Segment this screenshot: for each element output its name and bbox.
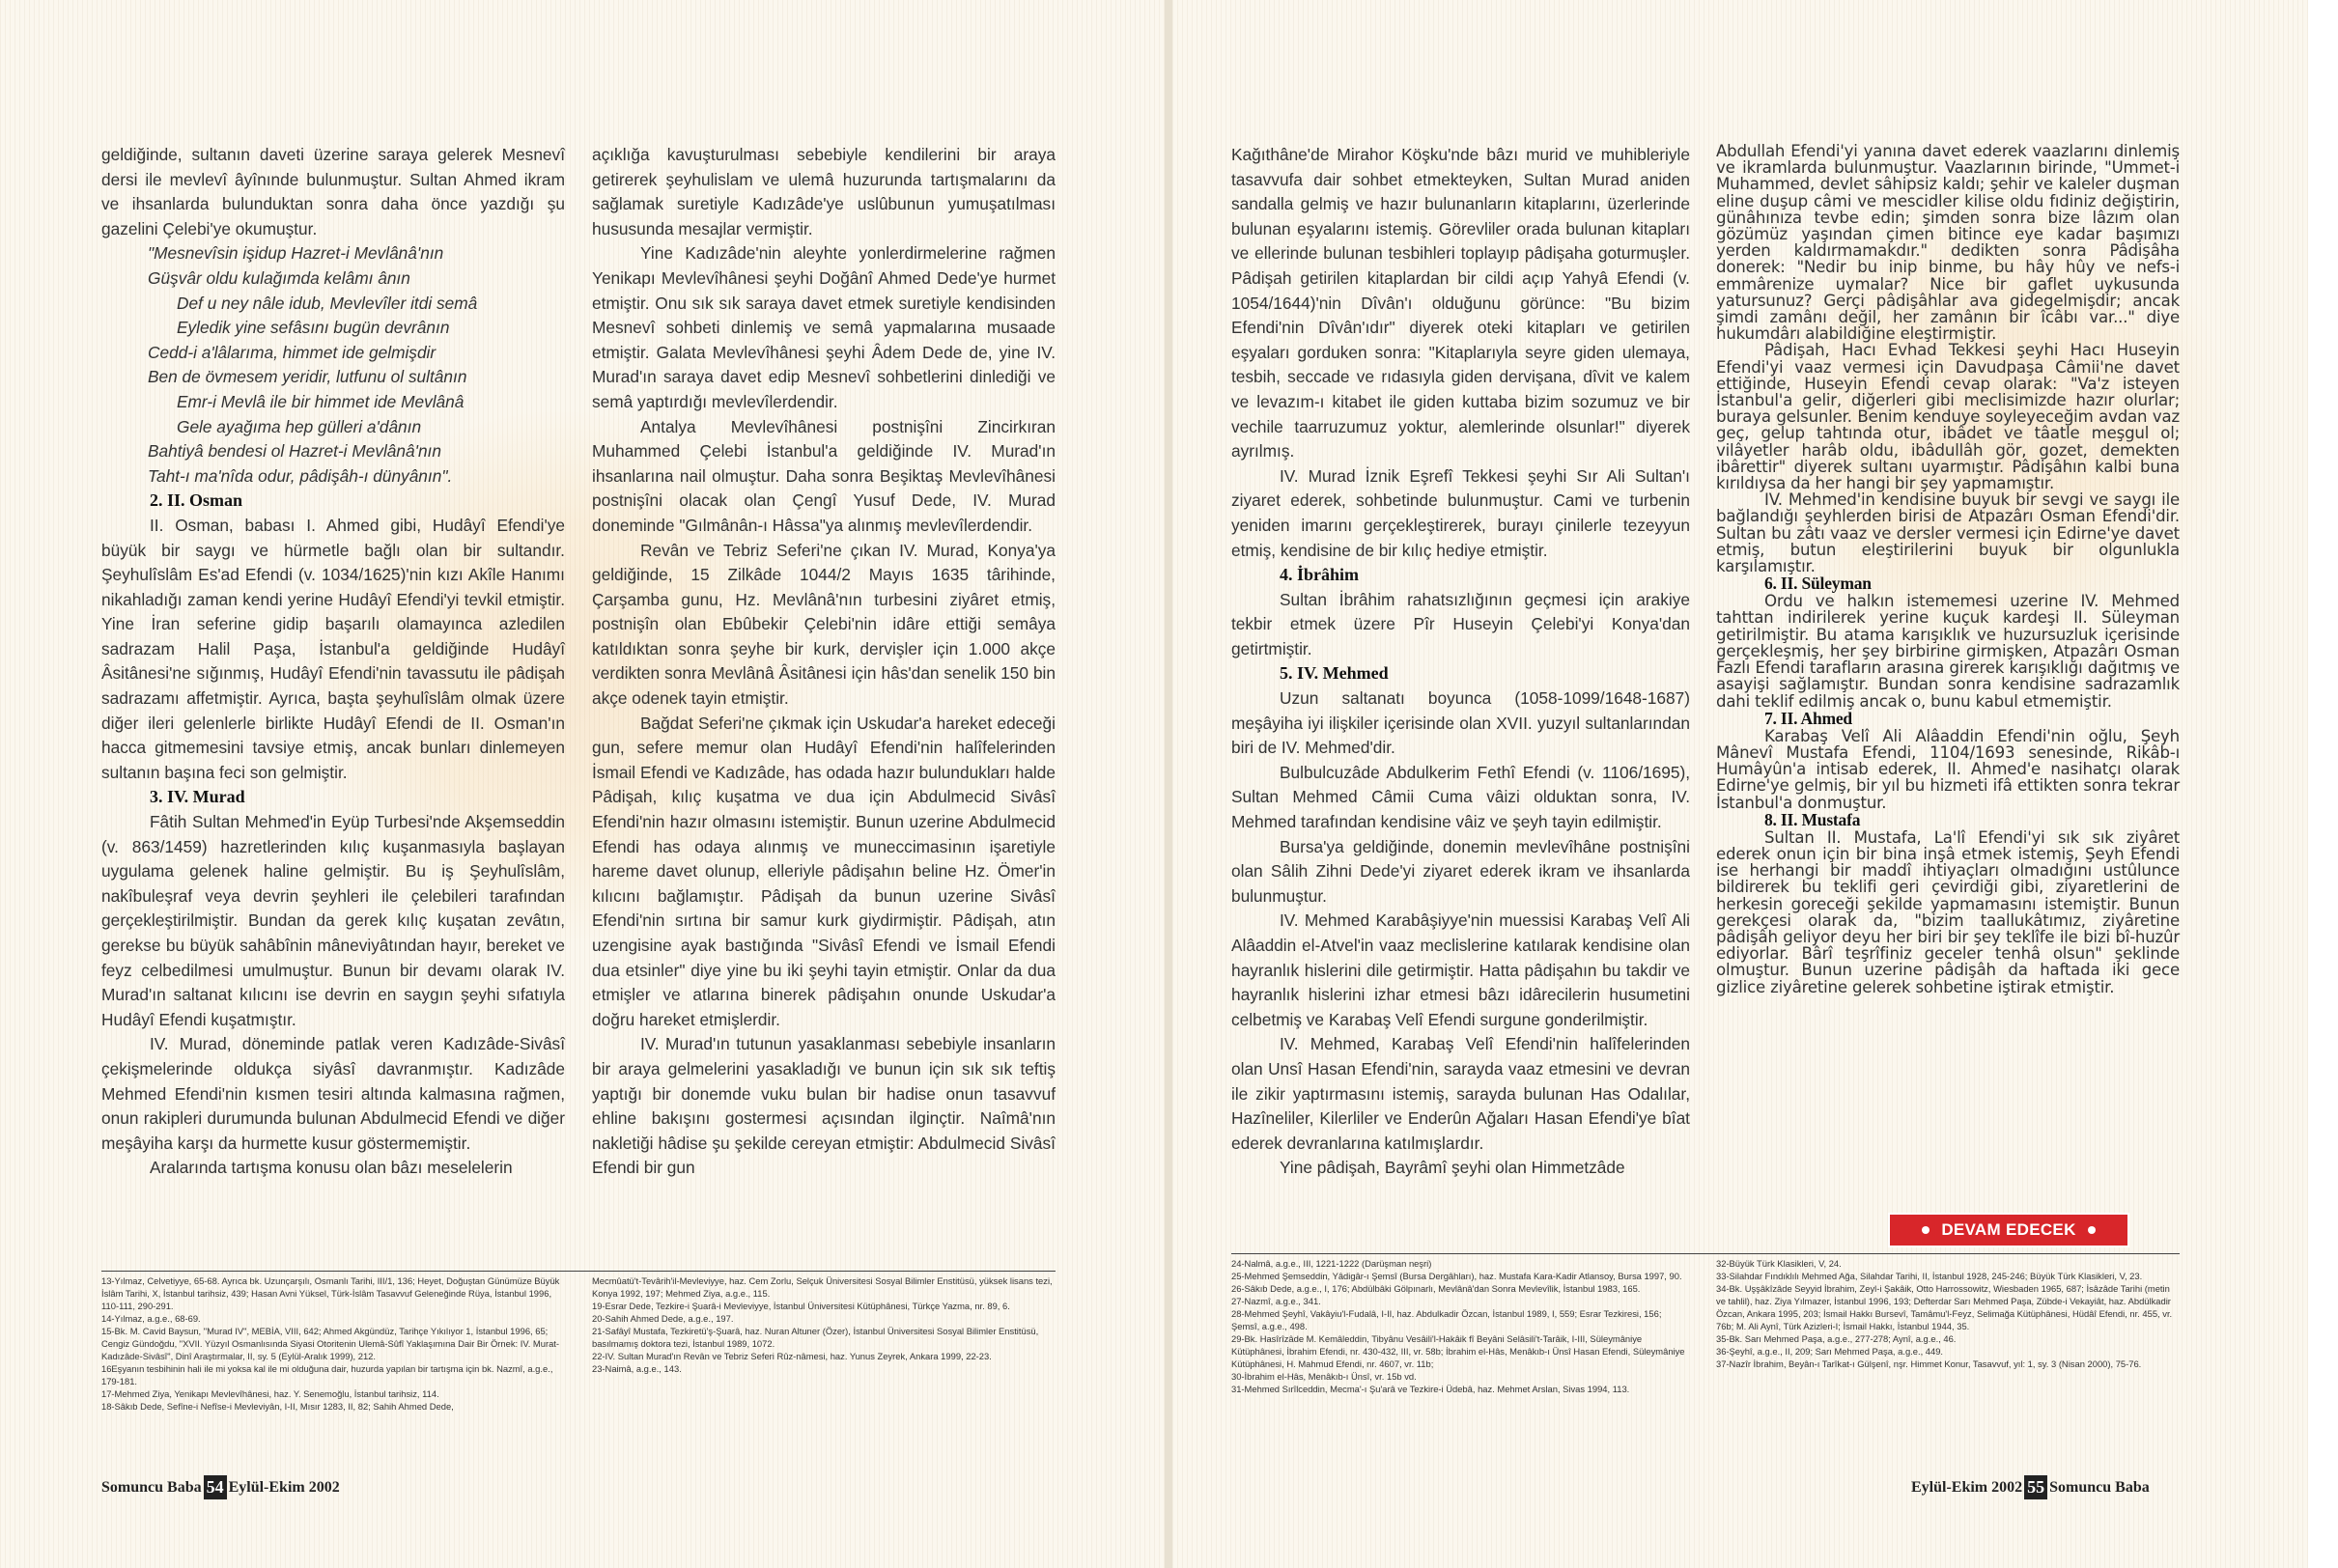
- right-column-1: [1231, 143, 1690, 1181]
- footnotes-column-1: [1231, 1257, 1690, 1395]
- footnote: 30-İbrahim el-Hâs, Menâkıb-ı Ünsî, vr. 15b vd.: [1231, 1371, 1417, 1382]
- magazine-name: Somuncu Baba: [2049, 1478, 2150, 1496]
- section-heading: 7. II. Ahmed: [1764, 708, 1852, 728]
- paragraph: Uzun saltanatı boyunca (1058-1099/1648-1687) meşâyiha iyi ilişkiler içerisinde olan XVII. yuzyıl sultanlarından biri de IV. Mehmed'dir.: [1231, 688, 1690, 758]
- footnote: 33-Silahdar Fındıklılı Mehmed Ağa, Silahdar Tarihi, II, İstanbul 1928, 245-246; Büyük Türk Klasikleri, V, 23.: [1716, 1271, 2143, 1281]
- footnote-rule: [101, 1271, 1056, 1272]
- footnote-rule: [1231, 1253, 2180, 1254]
- paragraph: Abdullah Efendi'yi yanına davet ederek vaazlarını dinlemiş ve ikramlarda bulunmuştur. Vaazlarının birinde, "Ummet-i Muhammed, devlet sâhipsiz kaldı; şehir ve kaleler duşman eline duşup câmi ve mescidler kilise oldu fıdiniz değiştirin, günâhınıza tevbe edin; şimden sonra bize lâzım olan gözümüz yaşından çimen bitince eye kadar başımızı yerden kaldırmamakdır." dedikten sonra Pâdişâha donerek: "Nedir bu inip binme, bu hây hûy ve nefs-i emmârenize uymalar? Nice bir gaflet uykusunda yatursunuz? Gerçi pâdişâhlar ava gidegelmişdir; ancak şimdi zamânı değil, her zamânın bir îcâbı var..." diye hukumdârı alabildiğine eleştirmiştir.: [1716, 142, 2180, 344]
- paragraph: Fâtih Sultan Mehmed'in Eyüp Turbesi'nde Akşemseddin (v. 863/1459) hazretlerinden kılıç kuşanmasıyla başlayan uygulama gelenek haline gelmiştir. Bu iş Şeyhulîslâm, nakîbuleşraf veya devrin şeyhleri ile çelebileri tarafından gerçekleştirilmiştir. Bundan da gerek kılıç kuşatan zevâtın, gerekse bu büyük sahâbînin mâneviyâtından hayır, bereket ve feyz celbedilmesi umulmuştur. Bunun bir devamı olarak IV. Murad'ın saltanat kılıcını ise devrin en saygın şeyhi sıfatıyla Hudâyî Efendi kuşatmıştır.: [101, 812, 565, 1029]
- footnote: 26-Sâkıb Dede, a.g.e., I, 176; Abdülbâki Gölpınarlı, Mevlânâ'dan Sonra Mevlevîlik, İstanbul 1983, 165.: [1231, 1283, 1641, 1294]
- footnote: 23-Naimâ, a.g.e., 143.: [592, 1363, 682, 1374]
- section-heading: 8. II. Mustafa: [1764, 809, 1861, 829]
- paragraph: IV. Murad'ın tutunun yasaklanması sebebiyle insanların bir araya gelmelerini yasakladığı ve bunun için sık sık teftiş yaptığı bir donemde vuku bulan bir hadise onun tasavvuf ehline bakışını gostermesi açısından ilginçtir. Naîmâ'nın nakletiği hâdise şu şekilde cereyan etmiştir: Abdulmecid Sivâsî Efendi bir gun: [592, 1034, 1056, 1178]
- left-footer: [101, 1475, 340, 1499]
- right-column-2: [1716, 143, 2180, 995]
- footnote: 31-Mehmed Sırîlceddin, Mecma'-ı Şu'arâ ve Tezkire-i Üdebâ, haz. Mehmet Arslan, Sivas 1994, 113.: [1231, 1384, 1630, 1394]
- footnote: 32-Büyük Türk Klasikleri, V, 24.: [1716, 1258, 1842, 1269]
- footnote: 28-Mehmed Şeyhî, Vakâyiu'l-Fudalâ, I-II, haz. Abdulkadir Özcan, İstanbul 1989, I, 559; Esrar Tezkiresi, 156; Şemsî, a.g.e., 498.: [1231, 1308, 1662, 1331]
- footnote: 37-Nazîr İbrahim, Beyân-ı Tarîkat-ı Gülşenî, nşr. Himmet Konur, Tasavvuf, yıl: 1, sy. 3 (Nisan 2000), 75-76.: [1716, 1358, 2142, 1369]
- footnote: 34-Bk. Uşşâkîzâde Seyyid İbrahim, Zeyl-i Şakâik, Otto Harrossowitz, Wiesbaden 1965, 687; İsâzâde Tarihi (metin ve tahlil), haz. Ziya Yılmazer, İstanbul 1996, 193; Defterdar Sarı Mehmed Paşa, Zübde-i Vekayiât, haz. Abdülkadir Özcan, Ankara 1995, 203; İsmail Hakkı Bursevî, Tamâmu'l-Feyz, Selimağa Kütüphânesi, Hüdâî Efendi, nr. 455, vr. 76b; M. Ali Aynî, Türk Azizleri-I; İsmail Hakkı, İstanbul 1944, 35.: [1716, 1283, 2173, 1331]
- poem-line: Eyledik yine sefâsını bugün devrânın: [177, 318, 450, 338]
- continued-label: DEVAM EDECEK: [1941, 1220, 2076, 1239]
- paragraph: Yine Kadızâde'nin aleyhte yonlerdirmelerine rağmen Yenikapı Mevlevîhânesi şeyhi Doğânî Ahmed Dede'ye hurmet etmiştir. Onu sık sık saraya davet etmek suretiyle kendisinden Mesnevî sohbeti dinlemiş ve semâ yapmalarına musaade etmiştir. Galata Mevlevîhânesi şeyhi Âdem Dede de, yine IV. Murad'ın saraya davet edip Mesnevî sohbetlerini dinlediği ve semâ yaptırdığı mevlevîlerdendir.: [592, 243, 1056, 411]
- left-page: [0, 0, 1165, 1568]
- footnotes-column-2: [1716, 1257, 2180, 1370]
- section-heading: 3. IV. Murad: [150, 787, 245, 807]
- paragraph: Kağıthâne'de Mirahor Köşku'nde bâzı murid ve muhibleriyle tasavvufa dair sohbet etmekteyken, Sultan Murad aniden sandalla gelmiş ve hazır bulunanların kitaplarını, üzerlerinde bulunan eşyalarını istemiş. Görevliler orada bulunan kitapları ve ellerinde bulunan tesbihleri toplayıp pâdişaha goturmuşler. Pâdişah getirilen kitaplardan bir cildi açıp Yahyâ Efendi (v. 1054/1644)'nin Dîvân'ı olduğunu görünce: "Bu bizim Efendi'nin Dîvân'ıdır" diyerek oteki kitapları ve getirilen eşyaları gorduken sonra: "Kitaplarıyla seyre giden ulemaya, tesbih, seccade ve rıdasıyla giden dervişana, dîvit ve kalem ve levazım-ı kitabet ile giden kuttaba bizim sozumuz ve bir vechile taarruzumuz yoktur, alemlerinde olsunlar!" diyerek ayrılmış.: [1231, 145, 1690, 462]
- paragraph: Ordu ve halkın istememesi uzerine IV. Mehmed tahttan indirilerek yerine kuçuk kardeşi II. Süleyman getirilmiştir. Bu atama karışıklık ve huzursuzluk içerisinde gerçekleşmiş, her şey birbirine girmişken, Atpazârı Osman Fazlı Efendi tarafların arasına girerek karışıklığı dağıtmış ve asayişi sağlamıştır. Bundan sonra kendisine sadrazamlık dahi teklif edilmiş ancak o, bunu kabul etmemiştir.: [1716, 592, 2180, 711]
- footnote: 17-Mehmed Ziya, Yenikapı Mevlevîhânesi, haz. Y. Senemoğlu, İstanbul tarihsiz, 114.: [101, 1388, 439, 1399]
- gutter: [1165, 0, 1172, 1568]
- footnote: 14-Yılmaz, a.g.e., 68-69.: [101, 1313, 201, 1324]
- continued-banner: [1888, 1213, 2129, 1247]
- footnote: 36-Şeyhî, a.g.e., II, 209; Sarı Mehmed Paşa, a.g.e., 449.: [1716, 1346, 1944, 1357]
- poem-line: Emr-i Mevlâ ile bir himmet ide Mevlânâ: [177, 391, 465, 411]
- left-column-1: [101, 143, 565, 1181]
- right-page: [1172, 0, 2308, 1568]
- poem-line: Cedd-i a'lâlarıma, himmet ide gelmişdir: [148, 342, 437, 362]
- footnote: 22-IV. Sultan Murad'ın Revân ve Tebriz Seferi Rûz-nâmesi, haz. Yunus Zeyrek, Ankara 1999, 22-23.: [592, 1351, 992, 1361]
- paragraph: Bursa'ya geldiğinde, donemin mevlevîhâne postnişîni olan Sâlih Zihni Dede'yi ziyaret ederek ikram ve ihsanlarda bulunmuştur.: [1231, 836, 1690, 906]
- footnote: 24-Nalmâ, a.g.e., III, 1221-1222 (Darüşman neşri): [1231, 1258, 1432, 1269]
- issue-date: Eylül-Ekim 2002: [228, 1478, 340, 1496]
- footnote: 13-Yılmaz, Celvetiyye, 65-68. Ayrıca bk. Uzunçarşılı, Osmanlı Tarihi, III/1, 136; Heyet, Doğuştan Günümüze Büyük İslâm Tarihi, X, İstanbul tarihsiz, 439; Hasan Avni Yüksel, Türk-İslâm Tasavvuf Geleneğinde Rüya, İstanbul 1996, 110-111, 290-291.: [101, 1275, 560, 1311]
- bullet-icon: [1922, 1226, 1930, 1234]
- section-heading: 2. II. Osman: [150, 490, 243, 511]
- paragraph: IV. Mehmed'in kendisine buyuk bir sevgi ve saygı ile bağlandığı şeyhlerden birisi de Atpazârı Osman Efendi'dir. Sultan bu zâtı vaaz ve dersler vermesi için Edirne'ye davet etmiş, butun eleştirilerini buyuk bir olgunlukla karşılamıştır.: [1716, 490, 2180, 576]
- paragraph: Sultan İbrâhim rahatsızlığının geçmesi için arakiye tekbir etmek üzere Pîr Huseyin Çelebi'yi Konya'dan getirtmiştir.: [1231, 589, 1690, 658]
- page-number: 54: [204, 1475, 227, 1499]
- footnotes-column-1: [101, 1274, 565, 1413]
- paragraph: IV. Mehmed, Karabaş Velî Efendi'nin halîfelerinden olan Unsî Hasan Efendi'nin, sarayda vaaz etmesini ve devran ile zikir yaptırmasını istemiş, sarayda bulunan Has Odalılar, Hazîneliler, Kilerliler ve Enderûn Ağaları Hasan Efendi'ye bîat ederek devranlarına katılmışlardır.: [1231, 1034, 1690, 1153]
- poem-line: Gele ayağıma hep gülleri a'dânın: [177, 416, 422, 436]
- footnote: 19-Esrar Dede, Tezkire-i Şuarâ-i Mevleviyye, İstanbul Üniversitesi Kütüphânesi, Türkçe Yazma, nr. 89, 6.: [592, 1301, 1010, 1311]
- poem-line: "Mesnevîsin işidup Hazret-i Mevlânâ'nın: [148, 243, 444, 264]
- magazine-name: Somuncu Baba: [101, 1478, 202, 1496]
- paragraph: açıklığa kavuşturulması sebebiyle kendilerini bir araya getirerek şeyhulislam ve ulemâ huzurunda tartışmalarını da sağlamak suretiyle Kadızâde'ye uslûbunun yumuşatılması hususunda mesajlar vermiştir.: [592, 145, 1056, 238]
- section-heading: 6. II. Süleyman: [1764, 574, 1872, 594]
- poem: [101, 241, 565, 489]
- right-footer: [1911, 1475, 2150, 1499]
- left-column-2: [592, 143, 1056, 1181]
- paragraph: Antalya Mevlevîhânesi postnişîni Zincirkıran Muhammed Çelebi İstanbul'a geldiğinde IV. Murad'ın ihsanlarına nail olmuştur. Daha sonra Beşiktaş Mevlevîhânesi postnişîni olacak olan Çengî Yusuf Dede, IV. Murad doneminde "Gılmânân-ı Hâssa"ya alınmış mevlevîlerdendir.: [592, 416, 1056, 535]
- paragraph: II. Osman, babası I. Ahmed gibi, Hudâyî Efendi'ye büyük bir saygı ve hürmetle bağlı olan bir sultandır. Şeyhulîslâm Es'ad Efendi (v. 1034/1625)'nin kızı Akîle Hanımı nikahladığı zaman kendi yerine Hudâyî Efendi'yi tevkil etmiştir. Yine İran seferine gidip başarılı olamayınca azledilen sadrazam Halil Paşa, İstanbul'a geldiğinde Hudâyî Âsitânesi'ne sığınmış, Hudâyî Efendi'nin tavassutu ile pâdişah sadrazamı affetmiştir. Ayrıca, başta şeyhulîslâm olmak üzere diğer ileri gelenlerle birlikte Hudâyî Efendi de II. Osman'ın hacca gitmemesini tavsiye etmiş, ancak bunları dinlemeyen sultanın başına feci son gelmiştir.: [101, 515, 565, 782]
- paragraph: Sultan II. Mustafa, La'lî Efendi'yi sık sık ziyâret ederek onun için bir bina inşâ etmek istemiş, Şeyh Efendi ise herhangi bir maddî ihtiyaçları olmadığını ustûlunce bildirerek bu teklifi geri çevirdiği gibi, ziyaretlerini de herkesin goreceği şekilde yapmamasını istemiştir. Bunun gerekçesi olarak da, "bizim taallukâtımız, ziyâretine pâdişâh geliyor deyu her biri bir şey teklîfe ile bizi bî-huzûr ediyorlar. Bârî teşrîfiniz geceler tenhâ olsun" şeklinde olmuştur. Bunun uzerine pâdişâh da haftada iki gece gizlice ziyâretine gelerek sohbetine iştirak etmiştir.: [1716, 827, 2180, 996]
- footnote: 35-Bk. Sarı Mehmed Paşa, a.g.e., 277-278; Aynî, a.g.e., 46.: [1716, 1333, 1957, 1344]
- issue-date: Eylül-Ekim 2002: [1911, 1478, 2023, 1496]
- footnote: 15-Bk. M. Cavid Baysun, "Murad IV", MEBİA, VIII, 642; Ahmed Akgündüz, Tarihçe Yıkılıyor 1, İstanbul 1996, 65; Cengiz Gündoğdu, "XVII. Yüzyıl Osmanlısında Siyasi Otoritenin Ulemâ-Sûfî Yaklaşımına Dair Bir Örnek: IV. Murat-Kadızâde-Sivâsî", Dinî Araştırmalar, II, sy. 5 (Eylül-Aralık 1999), 212.: [101, 1326, 560, 1361]
- paragraph: geldiğinde, sultanın daveti üzerine saraya gelerek Mesnevî dersi ile mevlevî âyînınde bulunmuştur. Sultan Ahmed ikram ve ihsanlarda bulunduktan sonra daha önce yazdığı şu gazelini Çelebi'ye okumuştur.: [101, 145, 565, 238]
- footnote: Mecmûatü't-Tevârih'il-Mevleviyye, haz. Cem Zorlu, Selçuk Üniversitesi Sosyal Bilimler Enstitüsü, yüksek lisans tezi, Konya 1992, 197; Mehmed Ziya, a.g.e., 115.: [592, 1275, 1053, 1299]
- footnote: 25-Mehmed Şemseddin, Yâdigâr-ı Şemsî (Bursa Dergâhları), haz. Mustafa Kara-Kadir Atlansoy, Bursa 1997, 90.: [1231, 1271, 1682, 1281]
- paragraph: IV. Murad İznik Eşrefî Tekkesi şeyhi Sır Ali Sultan'ı ziyaret ederek, sohbetinde bulunmuştur. Cami ve turbenin yeniden imarını gerçekleştirerek, burayı çinilerle tezeyyun etmiş, kendisine de bir kılıç hediye etmiştir.: [1231, 465, 1690, 560]
- footnote: 29-Bk. Hasîrîzâde M. Kemâleddin, Tibyânu Vesâili'l-Hakâik fî Beyâni Selâsili't-Tarâik, I-III, Süleymâniye Kütüphânesi, İbrahim Efendi, nr. 430-432, III, vr. 58b; İbrahim el-Hâs, Menâkıb-ı Ünsî Hasan Efendi, Süleymâniye Kütüphânesi, H. Mahmud Efendi, nr. 4607, vr. 11b;: [1231, 1333, 1685, 1369]
- bullet-icon: [2088, 1226, 2096, 1234]
- paragraph: IV. Murad, döneminde patlak veren Kadızâde-Sivâsî çekişmelerinde oldukça siyâsî davranmıştır. Kadızâde Mehmed Efendi'nin kısmen tesiri altında kalmasına rağmen, onun rakipleri durumunda bulunan Abdulmecid Efendi ve diğer meşâyiha karşı da hurmette kusur göstermemiştir.: [101, 1034, 565, 1153]
- footnotes-column-2: [592, 1274, 1056, 1375]
- page-number: 55: [2024, 1475, 2047, 1499]
- section-heading: 5. IV. Mehmed: [1280, 663, 1389, 684]
- poem-line: Ben de övmesem yeridir, lutfunu ol sultânın: [148, 367, 467, 387]
- paragraph: Aralarında tartışma konusu olan bâzı meselelerin: [150, 1158, 513, 1178]
- paragraph: Yine pâdişah, Bayrâmî şeyhi olan Himmetzâde: [1280, 1158, 1625, 1178]
- paragraph: Pâdişah, Hacı Evhad Tekkesi şeyhi Hacı Huseyin Efendi'yi vaaz vermesi için Davudpaşa Câmii'ne davet ettiğinde, Huseyin Efendi cevap olarak: "Va'z isteyen İstanbul'a gelir, diğerleri gibi meclisimizde hazır olurlar; buraya gelsunler. Benim kenduye soyleyeceğim avdan vaz geç, gelup tahtında otur, ibâdet ve tâatle meşgul ol; vilâyetler harâb oldu, ibâdullâh gör, gozet, demekten ibârettir" diyerek sultanı uyarmıştır. Pâdişâhın kalbi buna kırıldıysa da her hangi bir şey yapmamıştır.: [1716, 341, 2180, 493]
- footnote: 21-Safâyî Mustafa, Tezkiretü'ş-Şuarâ, haz. Nuran Altuner (Özer), İstanbul Üniversitesi Sosyal Bilimler Enstitüsü, basılmamış doktora tezi, İstanbul 1989, 1072.: [592, 1326, 1039, 1349]
- page-edge: [2308, 0, 2338, 1568]
- footnote: 16Eşyanın tesbihinin hali ile mi yoksa kal ile mi olduğuna dair, huzurda yapılan bir tartışma için bk. Nazmî, a.g.e., 179-181.: [101, 1363, 553, 1386]
- paragraph: Revân ve Tebriz Seferi'ne çıkan IV. Murad, Konya'ya geldiğinde, 15 Zilkâde 1044/2 Mayıs 1635 târihinde, Çarşamba gunu, Hz. Mevlânâ'nın turbesini ziyâret etmiş, postnişîn olan Ebûbekir Çelebi'nin idâre ettiği semâya katıldıktan sonra şeyhe bir kurk, dervişler için 1.000 akçe verdikten sonra Mevlânâ Âsitânesi için hâs'dan senelik 150 bin akçe odenek tayin etmiştir.: [592, 540, 1056, 709]
- footnote: 20-Sahih Ahmed Dede, a.g.e., 197.: [592, 1313, 734, 1324]
- poem-line: Bahtiyâ bendesi ol Hazret-i Mevlânâ'nın: [148, 441, 441, 462]
- footnote: 27-Nazmî, a.g.e., 341.: [1231, 1296, 1321, 1306]
- footnote: 18-Sâkıb Dede, Sefîne-i Nefîse-i Mevleviyân, I-II, Mısır 1283, II, 82; Sahih Ahmed Dede,: [101, 1401, 454, 1412]
- section-heading: 4. İbrâhim: [1280, 565, 1360, 585]
- paragraph: Bağdat Seferi'ne çıkmak için Uskudar'a hareket edeceği gun, sefere memur olan Hudâyî Efendi'nin halîfelerinden İsmail Efendi ve Kadızâde, has odada hazır bulundukları halde Pâdişah, kılıç kuşatma ve dua için Abdulmecid Sivâsî Efendi'nin hazır olmasını istemiştir. Bunun uzerine Abdulmecid Efendi has odaya alınmış ve munecciması̇nın işaretiyle hareme davet olunup, elleriyle pâdişahın beline Hz. Ömer'in kılıcını bağlamıştır. Pâdişah da bunun uzerine Sivâsî Efendi'nin sırtına bir samur kurk giydirmiştir. Pâdişah, atın uzengisine ayak bastığında "Sivâsî Efendi ve İsmail Efendi dua etsinler" diye yine bu iki şeyhi tayin etmiştir. Onlar da dua etmişler ve atlarına binerek pâdişahın onunde Uskudar'a doğru hareket etmişlerdir.: [592, 713, 1056, 1029]
- paragraph: Bulbulcuzâde Abdulkerim Fethî Efendi (v. 1106/1695), Sultan Mehmed Câmii Cuma vâizi olduktan sonra, IV. Mehmed tarafından kendisine vâiz ve şeyh tayin edilmiştir.: [1231, 762, 1690, 832]
- poem-line: Güşvâr oldu kulağımda kelâmı ânın: [148, 267, 410, 288]
- paragraph: Karabaş Velî Ali Alâaddin Efendi'nin oğlu, Şeyh Mânevî Mustafa Efendi, 1104/1693 senesinde, Rikâb-ı Humâyûn'a intisab ederek, II. Ahmed'e nasihatçı olarak Edirne'ye gelmiş, bir yıl bu hizmeti ifâ ettikten sonra tekrar İstanbul'a donmuştur.: [1716, 726, 2180, 812]
- paragraph: IV. Mehmed Karabâşiyye'nin muessisi Karabaş Velî Ali Alâaddin el-Atvel'in vaaz meclislerine katılarak kendisine olan hayranlık hislerini dile getirmiştir. Hatta pâdişahın bu takdir ve hayranlık hislerini izhar etmesi bâzı idârecilerin husumetini celbetmiş ve Karabaş Velî Efendi surgune gonderilmiştir.: [1231, 910, 1690, 1029]
- poem-line: Def u ney nâle idub, Mevlevîler itdi semâ: [177, 293, 478, 313]
- poem-line: Taht-ı ma'nîda odur, pâdişâh-ı dünyânın".: [148, 465, 453, 486]
